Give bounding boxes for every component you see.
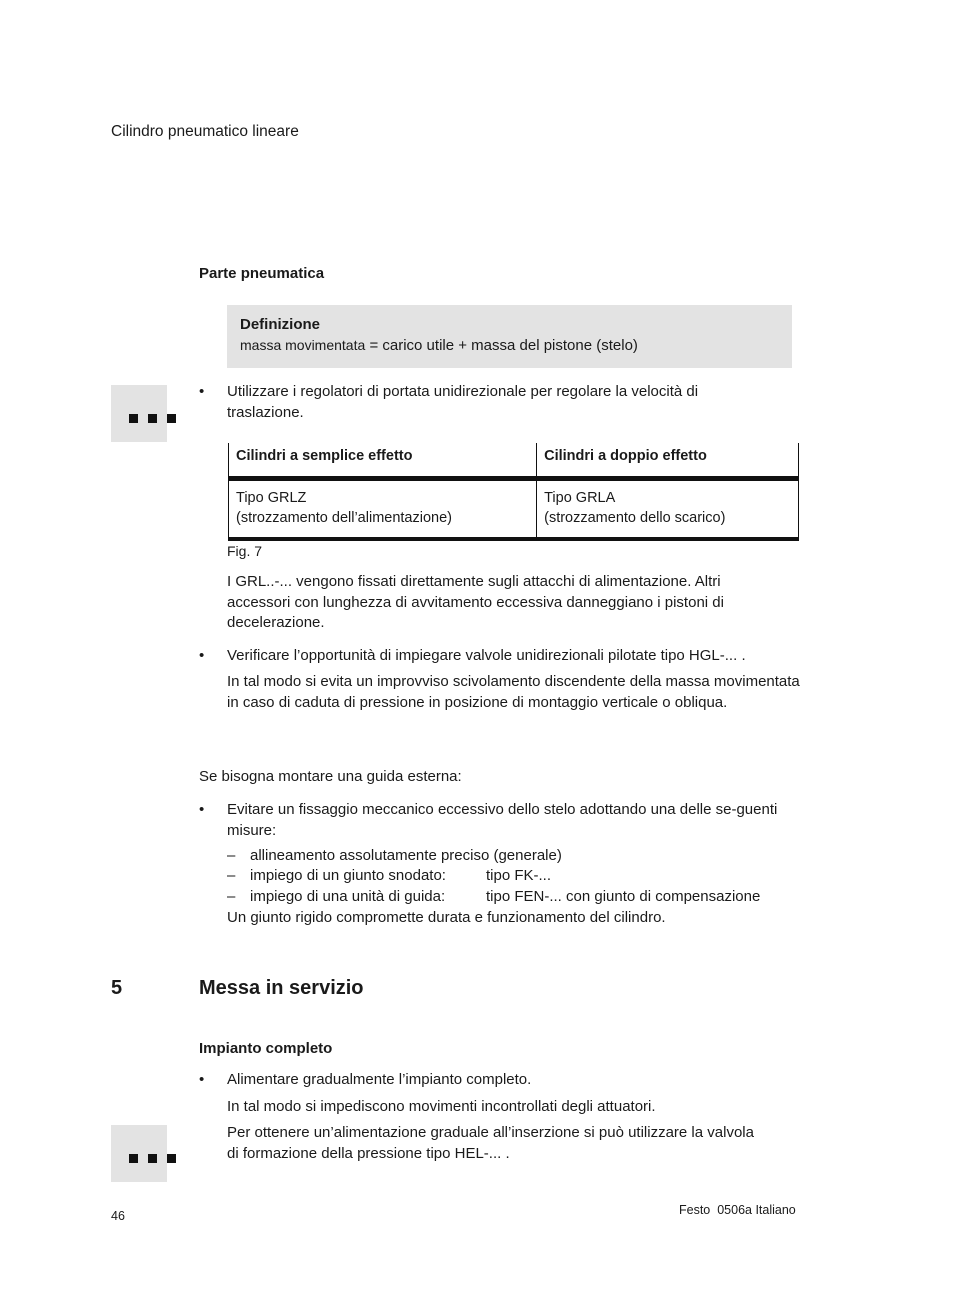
bullet-gradual-supply: Alimentare gradualmente l’impianto completo. bbox=[227, 1071, 532, 1088]
note-icon bbox=[111, 385, 167, 442]
paragraph-slide: In tal modo si evita un improvviso scivolamento discendente della massa movimentata in caso di caduta di pressione in posizione di montaggio verticale o obliqua. bbox=[227, 673, 800, 711]
table-cell-single bbox=[229, 479, 537, 540]
footer-doc-id: Festo 0506a Italiano bbox=[679, 1203, 796, 1217]
dash-marker: – bbox=[227, 847, 236, 864]
dash-marker: – bbox=[227, 867, 236, 884]
definition-box bbox=[227, 305, 792, 368]
rigid-joint-note: Un giunto rigido compromette durata e funzionamento del cilindro. bbox=[227, 909, 666, 926]
bullet-marker: • bbox=[199, 1071, 205, 1088]
definition-formula: = carico utile + massa del pistone (stelo) bbox=[365, 337, 638, 354]
bullet-hgl-valves: Verificare l’opportunità di impiegare valvole unidirezionali pilotate tipo HGL-... . bbox=[227, 647, 746, 664]
dash-marker: – bbox=[227, 888, 236, 905]
bullet-marker: • bbox=[199, 801, 205, 818]
guide-intro: Se bisogna montare una guida esterna: bbox=[199, 768, 462, 785]
table-header-single: Cilindri a semplice effetto bbox=[229, 443, 537, 479]
definition-title: Definizione bbox=[240, 316, 321, 333]
table-cell-double bbox=[537, 479, 799, 540]
paragraph-hel-valve: Per ottenere un’alimentazione graduale all’inserzione si può utilizzare la valvola di formazione della pressione tipo HEL-... . bbox=[227, 1124, 754, 1162]
table-cell-single-desc: (strozzamento dell’alimentazione) bbox=[236, 509, 452, 526]
definition-lead: massa movimentata bbox=[240, 337, 366, 353]
figure-label: Fig. 7 bbox=[227, 543, 263, 559]
definition-body bbox=[240, 335, 638, 357]
paragraph-grl: I GRL..-... vengono fissati direttamente sugli attacchi di alimentazione. Altri accessori con lunghezza di avvitamento eccessiva danneggiano i pistoni di decelerazione. bbox=[227, 573, 724, 631]
fig7-table bbox=[228, 443, 799, 541]
table-cell-single-type: Tipo GRLZ bbox=[236, 490, 307, 506]
section-number: 5 bbox=[111, 977, 123, 999]
section-title: Messa in servizio bbox=[199, 977, 364, 999]
dash-item-joint-type: tipo FK-... bbox=[486, 867, 552, 884]
note-icon bbox=[111, 1125, 167, 1182]
table-cell-double-desc: (strozzamento dello scarico) bbox=[544, 509, 726, 526]
running-header: Cilindro pneumatico lineare bbox=[111, 123, 299, 140]
bullet-marker: • bbox=[199, 383, 205, 400]
bullet-flow-regulators: Utilizzare i regolatori di portata unidirezionale per regolare la velocità di traslazione. bbox=[227, 383, 699, 421]
table-header-double: Cilindri a doppio effetto bbox=[537, 443, 799, 479]
dash-item-joint: impiego di un giunto snodato: bbox=[250, 867, 446, 884]
subheading-complete-system: Impianto completo bbox=[199, 1040, 333, 1057]
dash-item-guide-unit-type: tipo FEN-... con giunto di compensazione bbox=[486, 888, 761, 905]
paragraph-uncontrolled: In tal modo si impediscono movimenti incontrollati degli attuatori. bbox=[227, 1098, 656, 1115]
bullet-avoid-fixing: Evitare un fissaggio meccanico eccessivo dello stelo adottando una delle se-guenti misure: bbox=[227, 801, 778, 839]
table-cell-double-type: Tipo GRLA bbox=[544, 490, 616, 506]
dash-item-guide-unit: impiego di una unità di guida: bbox=[250, 888, 446, 905]
page-number: 46 bbox=[111, 1209, 125, 1223]
subheading-pneumatic: Parte pneumatica bbox=[199, 265, 325, 282]
bullet-marker: • bbox=[199, 647, 205, 664]
dash-item-alignment: allineamento assolutamente preciso (generale) bbox=[250, 847, 562, 864]
